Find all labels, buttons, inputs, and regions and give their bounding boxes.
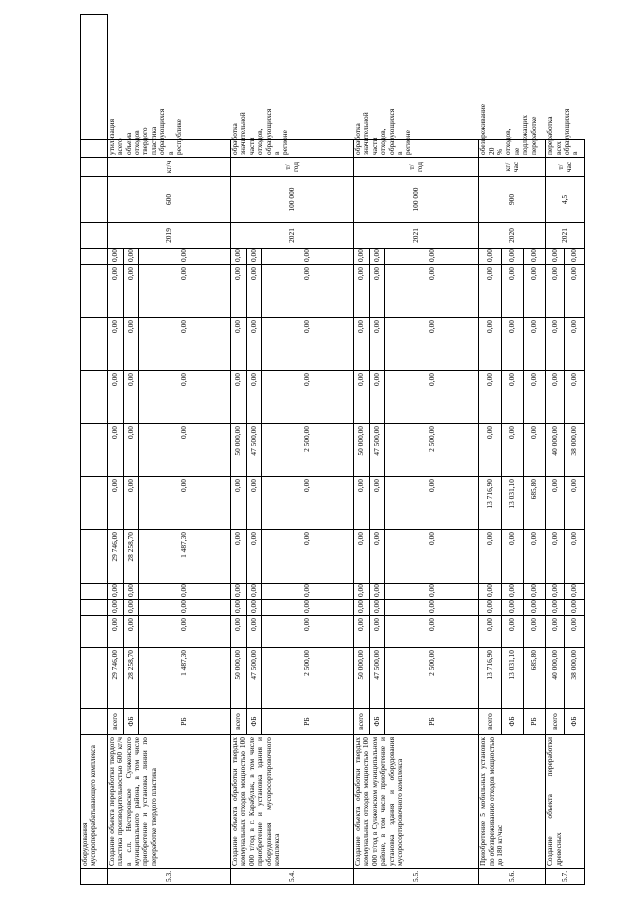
year-amount-2016: 0,00 bbox=[501, 616, 523, 648]
year-amount-2020: 0,00 bbox=[353, 477, 369, 530]
year-amount-2017: 0,00 bbox=[262, 600, 354, 616]
funding-source: РБ bbox=[262, 709, 354, 735]
expected-result: утилизация всего объема отходов твердого пластика образующихся в республике bbox=[107, 140, 230, 158]
year-amount-2021: 40 000,00 bbox=[546, 424, 565, 477]
year-amount-2020: 0,00 bbox=[385, 477, 479, 530]
year-amount-2018: 0,00 bbox=[107, 584, 123, 600]
total-amount: 2 500,00 bbox=[385, 648, 479, 709]
year-amount-2021: 47 500,00 bbox=[246, 424, 262, 477]
year-amount-2017: 0,00 bbox=[523, 600, 545, 616]
year-amount-2023: 0,00 bbox=[353, 318, 369, 371]
empty-cell bbox=[81, 158, 108, 177]
empty-cell bbox=[81, 869, 108, 885]
year-amount-2019: 0,00 bbox=[369, 530, 385, 584]
empty-cell bbox=[81, 371, 108, 424]
rotated-table-wrapper bbox=[80, 15, 585, 885]
year-amount-2017: 0,00 bbox=[546, 600, 565, 616]
total-amount: 47 500,00 bbox=[369, 648, 385, 709]
year-amount-2020: 0,00 bbox=[107, 477, 123, 530]
funding-source: всего bbox=[353, 709, 369, 735]
year-amount-2016: 0,00 bbox=[523, 616, 545, 648]
program-activities-table bbox=[80, 14, 585, 885]
year-amount-2023: 0,00 bbox=[501, 318, 523, 371]
year-amount-2017: 0,00 bbox=[369, 600, 385, 616]
total-amount: 40 000,00 bbox=[546, 648, 565, 709]
empty-cell bbox=[81, 477, 108, 530]
year-amount-2024: 0,00 bbox=[501, 265, 523, 318]
year-amount-2024: 0,00 bbox=[546, 265, 565, 318]
year-amount-2018: 0,00 bbox=[262, 584, 354, 600]
year-amount-2020: 0,00 bbox=[123, 477, 139, 530]
year-amount-2023: 0,00 bbox=[523, 318, 545, 371]
year-amount-2024: 0,00 bbox=[230, 265, 246, 318]
year-amount-2021: 0,00 bbox=[501, 424, 523, 477]
year-amount-2020: 0,00 bbox=[564, 477, 584, 530]
completion-year: 2019 bbox=[107, 223, 230, 249]
year-amount-2025: 0,00 bbox=[262, 249, 354, 265]
year-amount-2025: 0,00 bbox=[564, 249, 584, 265]
year-amount-2018: 0,00 bbox=[139, 584, 231, 600]
completion-year: 2021 bbox=[546, 223, 585, 249]
continuation-row bbox=[81, 15, 108, 885]
year-amount-2018: 0,00 bbox=[523, 584, 545, 600]
table-row bbox=[230, 15, 246, 885]
year-amount-2019: 0,00 bbox=[246, 530, 262, 584]
year-amount-2018: 0,00 bbox=[385, 584, 479, 600]
year-amount-2019: 0,00 bbox=[523, 530, 545, 584]
capacity-unit: кг/час bbox=[479, 158, 546, 177]
table-row bbox=[353, 15, 369, 885]
year-amount-2023: 0,00 bbox=[385, 318, 479, 371]
year-amount-2016: 0,00 bbox=[564, 616, 584, 648]
year-amount-2021: 2 500,00 bbox=[262, 424, 354, 477]
year-amount-2017: 0,00 bbox=[479, 600, 501, 616]
year-amount-2024: 0,00 bbox=[564, 265, 584, 318]
activity-number: 5.6. bbox=[479, 869, 546, 885]
year-amount-2020: 0,00 bbox=[246, 477, 262, 530]
year-amount-2024: 0,00 bbox=[262, 265, 354, 318]
empty-cell bbox=[81, 265, 108, 318]
year-amount-2018: 0,00 bbox=[369, 584, 385, 600]
year-amount-2022: 0,00 bbox=[369, 371, 385, 424]
capacity-unit: т/год bbox=[353, 158, 478, 177]
year-amount-2019: 0,00 bbox=[262, 530, 354, 584]
year-amount-2017: 0,00 bbox=[123, 600, 139, 616]
year-amount-2021: 0,00 bbox=[479, 424, 501, 477]
capacity-unit: т/час bbox=[546, 158, 585, 177]
funding-source: всего bbox=[107, 709, 123, 735]
year-amount-2019: 1 487,30 bbox=[139, 530, 231, 584]
activity-number: 5.3. bbox=[107, 869, 230, 885]
year-amount-2022: 0,00 bbox=[246, 371, 262, 424]
year-amount-2025: 0,00 bbox=[523, 249, 545, 265]
year-amount-2024: 0,00 bbox=[107, 265, 123, 318]
funding-source: всего bbox=[546, 709, 565, 735]
empty-cell bbox=[81, 600, 108, 616]
funding-source: РБ bbox=[523, 709, 545, 735]
year-amount-2016: 0,00 bbox=[385, 616, 479, 648]
empty-cell bbox=[81, 249, 108, 265]
total-amount: 29 746,00 bbox=[107, 648, 123, 709]
year-amount-2017: 0,00 bbox=[564, 600, 584, 616]
year-amount-2022: 0,00 bbox=[523, 371, 545, 424]
year-amount-2024: 0,00 bbox=[353, 265, 369, 318]
year-amount-2016: 0,00 bbox=[262, 616, 354, 648]
year-amount-2022: 0,00 bbox=[479, 371, 501, 424]
capacity-unit: т/год bbox=[230, 158, 353, 177]
funding-source: ФБ bbox=[246, 709, 262, 735]
year-amount-2023: 0,00 bbox=[123, 318, 139, 371]
year-amount-2021: 50 000,00 bbox=[353, 424, 369, 477]
year-amount-2024: 0,00 bbox=[123, 265, 139, 318]
funding-source: ФБ bbox=[501, 709, 523, 735]
year-amount-2017: 0,00 bbox=[107, 600, 123, 616]
year-amount-2019: 0,00 bbox=[501, 530, 523, 584]
empty-cell bbox=[81, 15, 108, 140]
empty-cell bbox=[81, 140, 108, 158]
year-amount-2025: 0,00 bbox=[230, 249, 246, 265]
empty-cell bbox=[81, 584, 108, 600]
completion-year: 2021 bbox=[353, 223, 478, 249]
year-amount-2016: 0,00 bbox=[369, 616, 385, 648]
year-amount-2021: 2 500,00 bbox=[385, 424, 479, 477]
expected-result: обработка значительной части отходов, образующихся в регионе bbox=[230, 140, 353, 158]
year-amount-2025: 0,00 bbox=[546, 249, 565, 265]
year-amount-2025: 0,00 bbox=[353, 249, 369, 265]
year-amount-2025: 0,00 bbox=[246, 249, 262, 265]
year-amount-2022: 0,00 bbox=[139, 371, 231, 424]
year-amount-2024: 0,00 bbox=[385, 265, 479, 318]
empty-cell bbox=[81, 318, 108, 371]
total-amount: 28 258,70 bbox=[123, 648, 139, 709]
year-amount-2025: 0,00 bbox=[369, 249, 385, 265]
year-amount-2022: 0,00 bbox=[123, 371, 139, 424]
year-amount-2022: 0,00 bbox=[546, 371, 565, 424]
year-amount-2023: 0,00 bbox=[479, 318, 501, 371]
empty-cell bbox=[81, 616, 108, 648]
year-amount-2018: 0,00 bbox=[246, 584, 262, 600]
empty-cell bbox=[81, 424, 108, 477]
year-amount-2024: 0,00 bbox=[246, 265, 262, 318]
total-amount: 38 000,00 bbox=[564, 648, 584, 709]
year-amount-2018: 0,00 bbox=[230, 584, 246, 600]
year-amount-2020: 13 716,90 bbox=[479, 477, 501, 530]
empty-cell bbox=[81, 709, 108, 735]
activity-name: Создание объекта переработки древесных bbox=[546, 735, 585, 869]
empty-cell bbox=[81, 177, 108, 223]
year-amount-2021: 0,00 bbox=[139, 424, 231, 477]
completion-year: 2021 bbox=[230, 223, 353, 249]
activity-number: 5.4. bbox=[230, 869, 353, 885]
year-amount-2023: 0,00 bbox=[262, 318, 354, 371]
year-amount-2022: 0,00 bbox=[230, 371, 246, 424]
year-amount-2025: 0,00 bbox=[385, 249, 479, 265]
total-amount: 50 000,00 bbox=[230, 648, 246, 709]
table-row bbox=[546, 15, 565, 885]
table-row bbox=[107, 15, 123, 885]
year-amount-2023: 0,00 bbox=[139, 318, 231, 371]
year-amount-2022: 0,00 bbox=[107, 371, 123, 424]
year-amount-2020: 685,80 bbox=[523, 477, 545, 530]
year-amount-2019: 28 258,70 bbox=[123, 530, 139, 584]
year-amount-2023: 0,00 bbox=[546, 318, 565, 371]
year-amount-2018: 0,00 bbox=[501, 584, 523, 600]
total-amount: 685,80 bbox=[523, 648, 545, 709]
year-amount-2016: 0,00 bbox=[546, 616, 565, 648]
capacity-value: 900 bbox=[479, 177, 546, 223]
year-amount-2018: 0,00 bbox=[353, 584, 369, 600]
capacity-value: 600 bbox=[107, 177, 230, 223]
year-amount-2017: 0,00 bbox=[139, 600, 231, 616]
year-amount-2017: 0,00 bbox=[230, 600, 246, 616]
year-amount-2021: 38 000,00 bbox=[564, 424, 584, 477]
continuation-text: оборудования мусороперерабатывающего комплекса bbox=[81, 735, 108, 869]
year-amount-2016: 0,00 bbox=[123, 616, 139, 648]
year-amount-2016: 0,00 bbox=[353, 616, 369, 648]
year-amount-2016: 0,00 bbox=[479, 616, 501, 648]
funding-source: всего bbox=[230, 709, 246, 735]
year-amount-2019: 29 746,00 bbox=[107, 530, 123, 584]
year-amount-2019: 0,00 bbox=[230, 530, 246, 584]
total-amount: 13 031,10 bbox=[501, 648, 523, 709]
table-row bbox=[479, 15, 501, 885]
year-amount-2021: 50 000,00 bbox=[230, 424, 246, 477]
year-amount-2018: 0,00 bbox=[479, 584, 501, 600]
year-amount-2019: 0,00 bbox=[564, 530, 584, 584]
year-amount-2020: 13 031,10 bbox=[501, 477, 523, 530]
year-amount-2020: 0,00 bbox=[230, 477, 246, 530]
year-amount-2019: 0,00 bbox=[353, 530, 369, 584]
year-amount-2017: 0,00 bbox=[501, 600, 523, 616]
year-amount-2025: 0,00 bbox=[123, 249, 139, 265]
year-amount-2023: 0,00 bbox=[246, 318, 262, 371]
funding-source: всего bbox=[479, 709, 501, 735]
year-amount-2020: 0,00 bbox=[546, 477, 565, 530]
completion-year: 2020 bbox=[479, 223, 546, 249]
empty-cell bbox=[81, 530, 108, 584]
year-amount-2016: 0,00 bbox=[246, 616, 262, 648]
expected-result: обезвреживание 20 % отходов, не подлежащих переработке bbox=[479, 140, 546, 158]
year-amount-2023: 0,00 bbox=[107, 318, 123, 371]
year-amount-2017: 0,00 bbox=[246, 600, 262, 616]
empty-cell bbox=[81, 648, 108, 709]
capacity-value: 100 000 bbox=[230, 177, 353, 223]
total-amount: 1 487,30 bbox=[139, 648, 231, 709]
total-amount: 47 500,00 bbox=[246, 648, 262, 709]
activity-name: Создание объекта обработки твердых коммунальных отходов мощностью 100 000 т/год в Сунженском муниципальном районе, в том числе приобретение и установка здания и оборудования мусоросортировочного комплекса bbox=[353, 735, 478, 869]
year-amount-2016: 0,00 bbox=[107, 616, 123, 648]
year-amount-2020: 0,00 bbox=[369, 477, 385, 530]
year-amount-2025: 0,00 bbox=[479, 249, 501, 265]
year-amount-2021: 0,00 bbox=[107, 424, 123, 477]
funding-source: ФБ bbox=[564, 709, 584, 735]
year-amount-2022: 0,00 bbox=[501, 371, 523, 424]
activity-number: 5.7. bbox=[546, 869, 585, 885]
funding-source: ФБ bbox=[123, 709, 139, 735]
empty-cell bbox=[81, 223, 108, 249]
year-amount-2023: 0,00 bbox=[564, 318, 584, 371]
year-amount-2024: 0,00 bbox=[523, 265, 545, 318]
year-amount-2021: 0,00 bbox=[123, 424, 139, 477]
year-amount-2019: 0,00 bbox=[546, 530, 565, 584]
year-amount-2019: 0,00 bbox=[385, 530, 479, 584]
funding-source: ФБ bbox=[369, 709, 385, 735]
total-amount: 50 000,00 bbox=[353, 648, 369, 709]
year-amount-2021: 47 500,00 bbox=[369, 424, 385, 477]
year-amount-2024: 0,00 bbox=[479, 265, 501, 318]
year-amount-2022: 0,00 bbox=[262, 371, 354, 424]
year-amount-2016: 0,00 bbox=[139, 616, 231, 648]
year-amount-2022: 0,00 bbox=[385, 371, 479, 424]
year-amount-2017: 0,00 bbox=[353, 600, 369, 616]
funding-source: РБ bbox=[385, 709, 479, 735]
total-amount: 2 500,00 bbox=[262, 648, 354, 709]
year-amount-2025: 0,00 bbox=[107, 249, 123, 265]
activity-number: 5.5. bbox=[353, 869, 478, 885]
year-amount-2024: 0,00 bbox=[369, 265, 385, 318]
total-amount: 13 716,90 bbox=[479, 648, 501, 709]
year-amount-2019: 0,00 bbox=[479, 530, 501, 584]
year-amount-2023: 0,00 bbox=[230, 318, 246, 371]
year-amount-2023: 0,00 bbox=[369, 318, 385, 371]
year-amount-2024: 0,00 bbox=[139, 265, 231, 318]
year-amount-2018: 0,00 bbox=[123, 584, 139, 600]
year-amount-2018: 0,00 bbox=[564, 584, 584, 600]
year-amount-2022: 0,00 bbox=[564, 371, 584, 424]
year-amount-2020: 0,00 bbox=[262, 477, 354, 530]
year-amount-2016: 0,00 bbox=[230, 616, 246, 648]
expected-result: переработка всех образующихся в bbox=[546, 140, 585, 158]
year-amount-2021: 0,00 bbox=[523, 424, 545, 477]
funding-source: РБ bbox=[139, 709, 231, 735]
activity-name: Создание объекта переработки твердого пластика производительностью 600 кг/ч в с.п. Нестеровское Сунженского муниципального района, в том числе приобретение и установка линии по переработке твердого пластика bbox=[107, 735, 230, 869]
capacity-value: 4,5 bbox=[546, 177, 585, 223]
year-amount-2020: 0,00 bbox=[139, 477, 231, 530]
activity-name: Приобретение 5 мобильных установок по обезвреживанию отходов мощностью до 180 кг/час bbox=[479, 735, 546, 869]
expected-result: обработка значительной части отходов, образующихся в регионе bbox=[353, 140, 478, 158]
capacity-unit: кг/ч bbox=[107, 158, 230, 177]
year-amount-2025: 0,00 bbox=[139, 249, 231, 265]
year-amount-2018: 0,00 bbox=[546, 584, 565, 600]
year-amount-2017: 0,00 bbox=[385, 600, 479, 616]
activity-name: Создание объекта обработки твердых коммунальных отходов мощностью 100 000 т/год в г. Карабулак, в том числе приобретение и установка здания и оборудования мусоросортировочного комплекса bbox=[230, 735, 353, 869]
year-amount-2022: 0,00 bbox=[353, 371, 369, 424]
year-amount-2025: 0,00 bbox=[501, 249, 523, 265]
capacity-value: 100 000 bbox=[353, 177, 478, 223]
